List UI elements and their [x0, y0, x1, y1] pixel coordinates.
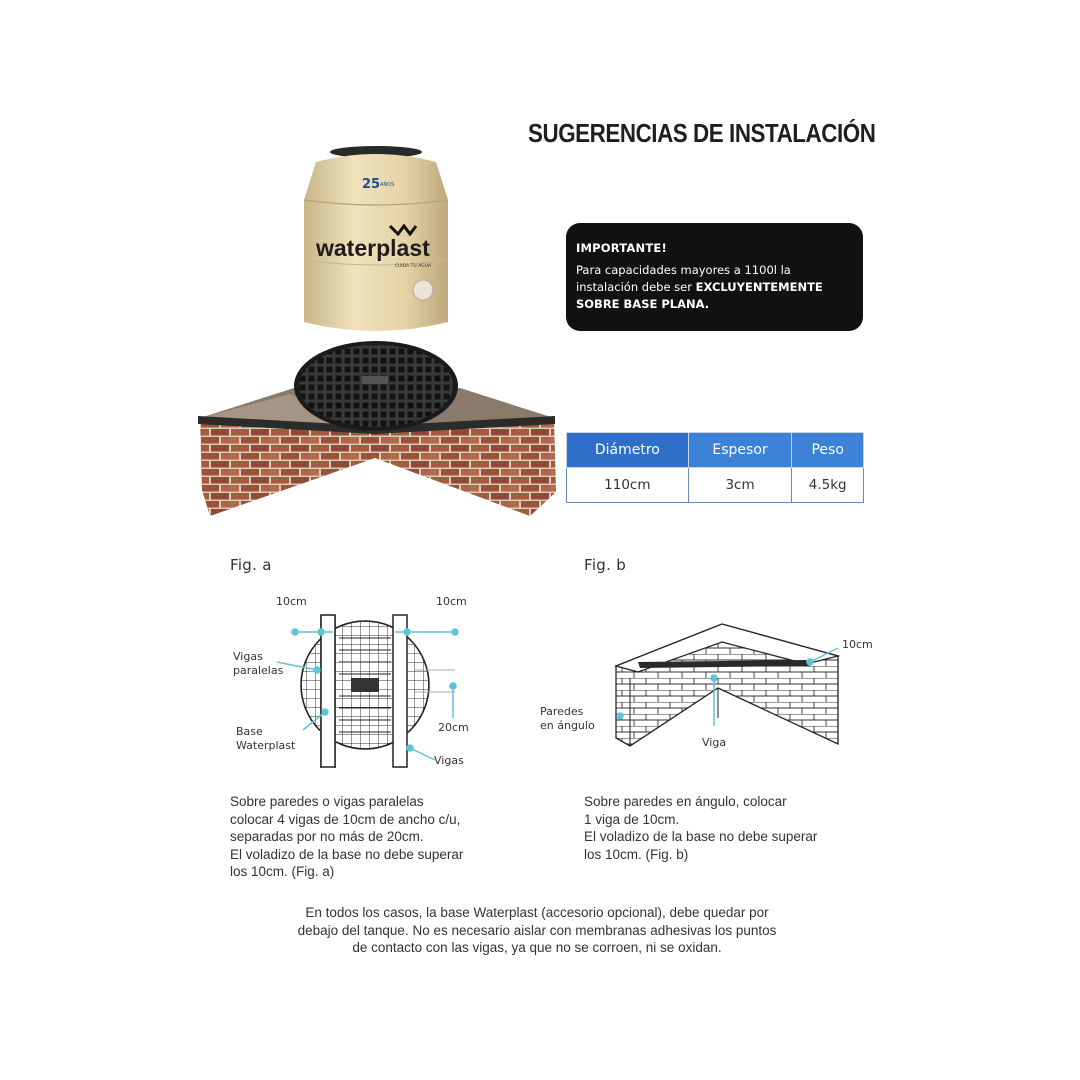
svg-text:CUIDA TU AGUA: CUIDA TU AGUA [395, 264, 431, 269]
value-peso: 4.5kg [792, 468, 864, 503]
fig-b-paredes: Paredes en ángulo [540, 705, 595, 732]
water-tank [304, 146, 448, 331]
fig-a-base-waterplast: Base Waterplast [236, 725, 296, 752]
value-diametro: 110cm [567, 468, 689, 503]
fig-b-label: Fig. b [584, 556, 627, 574]
fig-a-vigas: Vigas [434, 754, 464, 767]
header-espesor: Espesor [688, 433, 792, 468]
tank-on-base-illustration [190, 140, 570, 530]
fig-a-spacing: 20cm [438, 721, 469, 734]
fig-b-description: Sobre paredes en ángulo, colocar 1 viga de 10cm. El voladizo de la base no debe superar los 10cm. (Fig. b) [584, 794, 818, 862]
fig-a-description: Sobre paredes o vigas paralelas colocar 4 vigas de 10cm de ancho c/u, separadas por no más de 20cm. El voladizo de la base no debe superar los 10cm. (Fig. a) [230, 794, 464, 879]
footer-note: En todos los casos, la base Waterplast (accesorio opcional), debe quedar por debajo del tanque. No es necesario aislar con membranas adhesivas los puntos de contacto con las vigas, ya que no se corroen, ni se oxidan. [297, 905, 777, 955]
svg-text:AÑOS: AÑOS [380, 182, 395, 188]
notice-heading: IMPORTANTE! [576, 241, 667, 255]
fig-a-label: Fig. a [230, 556, 272, 574]
header-peso: Peso [792, 433, 864, 468]
page-title: SUGERENCIAS DE INSTALACIÓN [528, 118, 876, 148]
circular-grid-base [294, 341, 458, 431]
warranty-badge: 25 [362, 177, 381, 192]
specs-table [566, 432, 864, 503]
header-diametro: Diámetro [567, 433, 689, 468]
fig-b-diagram [610, 618, 860, 753]
brand-name: waterplast [316, 235, 430, 261]
fig-a-vigas-paralelas: Vigas paralelas [233, 650, 284, 677]
fig-b-dim: 10cm [842, 638, 873, 651]
value-espesor: 3cm [688, 468, 792, 503]
fig-b-viga: Viga [702, 736, 727, 749]
important-notice: IMPORTANTE! Para capacidades mayores a 1100l la instalación debe ser EXCLUYENTEMENTE SOBRE BASE PLANA. [566, 223, 863, 331]
fig-a-dim-right: 10cm [436, 595, 467, 608]
fig-a-dim-left: 10cm [276, 595, 307, 608]
